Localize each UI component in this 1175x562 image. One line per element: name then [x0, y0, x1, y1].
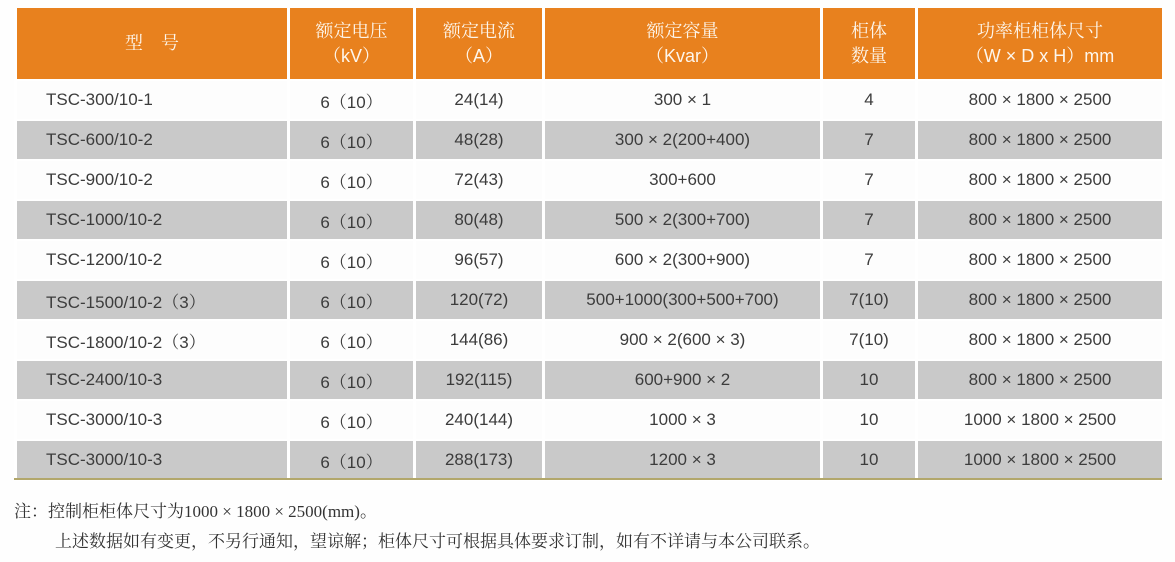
cell-rated-capacity: 1000 × 3	[544, 400, 822, 440]
cell-cabinet-size: 800 × 1800 × 2500	[917, 160, 1164, 200]
table-row	[16, 160, 1164, 200]
cell-cabinet-size: 800 × 1800 × 2500	[917, 360, 1164, 400]
cell-rated-voltage: 6（10）	[289, 240, 415, 280]
cell-model: TSC-2400/10-3	[16, 360, 289, 400]
cell-rated-capacity: 600 × 2(300+900)	[544, 240, 822, 280]
col-header-cabinet-count: 柜体 数量	[822, 8, 917, 80]
cell-rated-capacity: 500+1000(300+500+700)	[544, 280, 822, 320]
table-row	[16, 440, 1164, 480]
spec-table	[14, 8, 1165, 481]
col-header-model-label: 型 号	[125, 33, 179, 54]
col-header-model	[16, 8, 289, 80]
cell-rated-voltage: 6（10）	[289, 160, 415, 200]
cell-rated-capacity: 300 × 1	[544, 80, 822, 120]
cell-model: TSC-1500/10-2（3）	[16, 280, 289, 320]
cell-rated-current: 24(14)	[415, 80, 544, 120]
cell-rated-capacity: 1200 × 3	[544, 440, 822, 480]
cell-cabinet-count: 7	[822, 120, 917, 160]
cell-cabinet-count: 10	[822, 360, 917, 400]
cell-cabinet-count: 10	[822, 440, 917, 480]
cell-rated-voltage: 6（10）	[289, 120, 415, 160]
cell-model: TSC-1200/10-2	[16, 240, 289, 280]
cell-rated-current: 72(43)	[415, 160, 544, 200]
cell-model: TSC-300/10-1	[16, 80, 289, 120]
table-header-row	[16, 8, 1164, 80]
cell-rated-current: 96(57)	[415, 240, 544, 280]
table-row	[16, 400, 1164, 440]
cell-model: TSC-900/10-2	[16, 160, 289, 200]
col-header-cabinet-size: 功率柜柜体尺寸 （W × D x H）mm	[917, 8, 1164, 80]
table-row	[16, 280, 1164, 320]
cell-model: TSC-1800/10-2（3）	[16, 320, 289, 360]
table-row	[16, 120, 1164, 160]
note-line-1: 注：控制柜柜体尺寸为1000 × 1800 × 2500(mm)。	[14, 502, 377, 521]
cell-rated-capacity: 300+600	[544, 160, 822, 200]
cell-cabinet-size: 800 × 1800 × 2500	[917, 120, 1164, 160]
cell-rated-current: 240(144)	[415, 400, 544, 440]
cell-cabinet-size: 800 × 1800 × 2500	[917, 200, 1164, 240]
cell-model: TSC-3000/10-3	[16, 440, 289, 480]
col-header-rated-current: 额定电流 （A）	[415, 8, 544, 80]
table-row	[16, 320, 1164, 360]
table-row	[16, 80, 1164, 120]
cell-rated-current: 48(28)	[415, 120, 544, 160]
cell-cabinet-count: 7	[822, 200, 917, 240]
cell-cabinet-count: 4	[822, 80, 917, 120]
cell-rated-voltage: 6（10）	[289, 320, 415, 360]
cell-model: TSC-600/10-2	[16, 120, 289, 160]
cell-rated-current: 288(173)	[415, 440, 544, 480]
cell-cabinet-count: 7(10)	[822, 280, 917, 320]
table-row	[16, 240, 1164, 280]
cell-cabinet-count: 7(10)	[822, 320, 917, 360]
cell-cabinet-size: 1000 × 1800 × 2500	[917, 440, 1164, 480]
cell-cabinet-count: 7	[822, 240, 917, 280]
col-header-rated-voltage: 额定电压 （kV）	[289, 8, 415, 80]
table-row	[16, 200, 1164, 240]
cell-rated-voltage: 6（10）	[289, 80, 415, 120]
cell-model: TSC-3000/10-3	[16, 400, 289, 440]
cell-cabinet-size: 800 × 1800 × 2500	[917, 280, 1164, 320]
cell-cabinet-count: 7	[822, 160, 917, 200]
cell-rated-current: 144(86)	[415, 320, 544, 360]
cell-cabinet-size: 800 × 1800 × 2500	[917, 240, 1164, 280]
note-line-2: 上述数据如有变更，不另行通知，望谅解；柜体尺寸可根据具体要求订制，如有不详请与本公司联系。	[55, 531, 820, 551]
table-bottom-rule	[14, 478, 1162, 480]
cell-rated-current: 80(48)	[415, 200, 544, 240]
cell-rated-voltage: 6（10）	[289, 440, 415, 480]
cell-rated-voltage: 6（10）	[289, 200, 415, 240]
cell-rated-capacity: 600+900 × 2	[544, 360, 822, 400]
col-header-rated-capacity: 额定容量 （Kvar）	[544, 8, 822, 80]
cell-rated-capacity: 900 × 2(600 × 3)	[544, 320, 822, 360]
cell-cabinet-size: 800 × 1800 × 2500	[917, 320, 1164, 360]
table-row	[16, 360, 1164, 400]
cell-rated-voltage: 6（10）	[289, 280, 415, 320]
cell-cabinet-size: 1000 × 1800 × 2500	[917, 400, 1164, 440]
cell-rated-current: 120(72)	[415, 280, 544, 320]
cell-rated-capacity: 500 × 2(300+700)	[544, 200, 822, 240]
cell-rated-current: 192(115)	[415, 360, 544, 400]
table-notes	[14, 497, 820, 557]
cell-rated-voltage: 6（10）	[289, 360, 415, 400]
cell-model: TSC-1000/10-2	[16, 200, 289, 240]
cell-cabinet-count: 10	[822, 400, 917, 440]
cell-rated-voltage: 6（10）	[289, 400, 415, 440]
cell-rated-capacity: 300 × 2(200+400)	[544, 120, 822, 160]
cell-cabinet-size: 800 × 1800 × 2500	[917, 80, 1164, 120]
